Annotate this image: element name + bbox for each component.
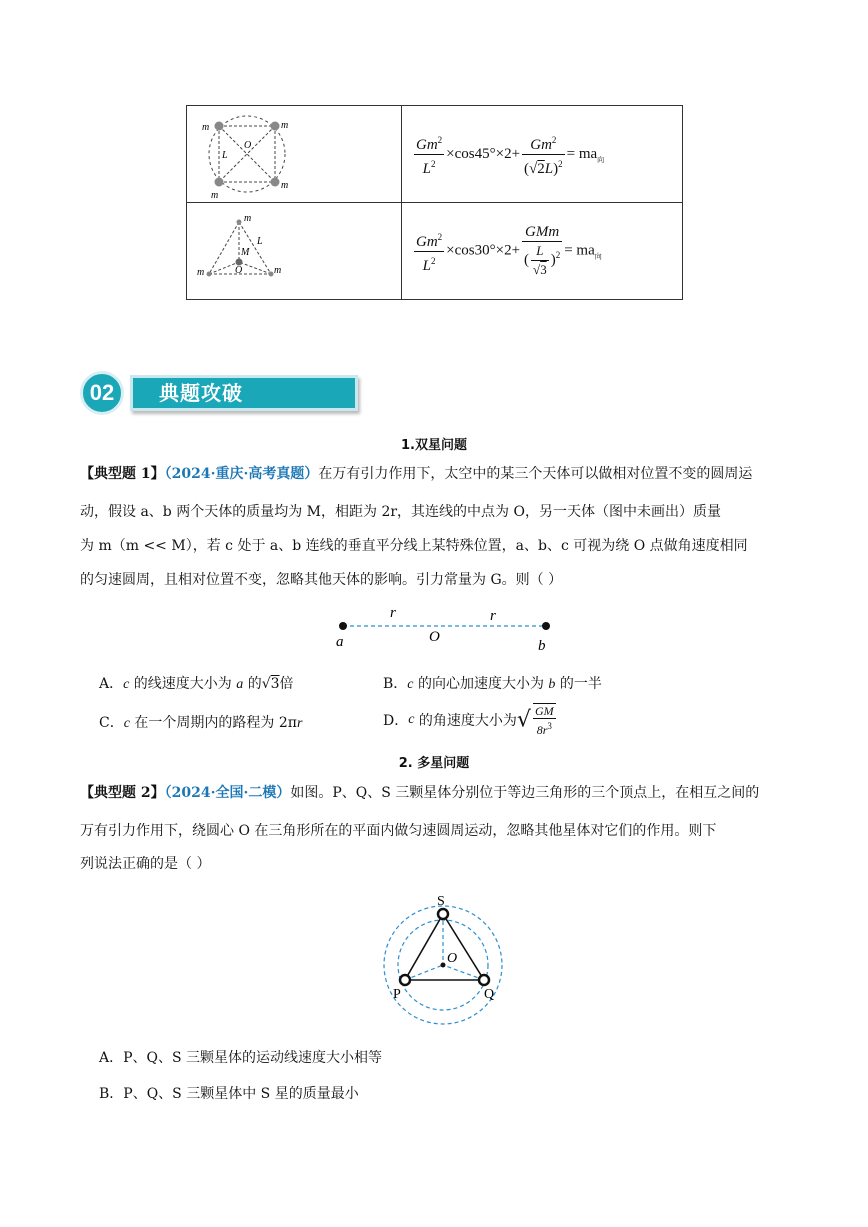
mass-label: m: [274, 265, 282, 276]
question-1-line: 动，假设 a、b 两个天体的质量均为 M，相距为 2r，其连线的中点为 O，另一天体（图中未画出）质量: [80, 504, 721, 520]
mass-label: m: [211, 190, 219, 198]
question-1-line: 【典型题 1】（2024·重庆·高考真题）在万有引力作用下，太空中的某三个天体可以做相对位置不变的圆周运: [80, 466, 753, 482]
question-2: 【典型题 2】（2024·全国·二模）如图。P、Q、S 三颗星体分别位于等边三角形的三个顶点上，在相互之间的: [80, 785, 760, 801]
question-2-line: 列说法正确的是（ ）: [80, 856, 211, 872]
mass-label: m: [281, 180, 289, 191]
option-B[interactable]: B．c 的向心加速度大小为 b 的一半: [383, 676, 602, 692]
option-D[interactable]: D．c 的角速度大小为√ $\frac{GM}{8r^3}$: [383, 704, 554, 737]
square-formula: $\frac{Gm^2}{L^2}$ ×cos45°×2+ $\frac{Gm^2}{(√2L)^2}$ = $ma_向$: [402, 131, 682, 178]
distance-label: r: [390, 605, 396, 621]
binary-star-diagram: [330, 600, 560, 655]
triangle-formula: $\frac{Gm^2}{L^2}$ ×cos30°×2+ GMm ( $\frac{L}{√3}$ )$^2$ = $ma_向$: [416, 224, 602, 277]
section-title: 典题攻破: [130, 375, 358, 411]
center-mass-label: M: [241, 247, 250, 258]
question-1-line: 为 m（m << M），若 c 处于 a、b 连线的垂直平分线上某特殊位置，a、b、c 可视为绕 O 点做角速度相同: [80, 538, 748, 554]
point-O-label: O: [429, 629, 440, 645]
subheading-binary-star: 1.双星问题: [401, 438, 467, 453]
mass-label: m: [244, 213, 252, 224]
center-O-label: O: [447, 951, 458, 966]
triangle-star-diagram-cell: [187, 203, 402, 300]
mass-label: m: [197, 267, 205, 278]
point-a-label: a: [336, 634, 344, 650]
triangle-formula-cell: [402, 203, 683, 300]
option-A[interactable]: A．P、Q、S 三颗星体的运动线速度大小相等: [99, 1050, 383, 1066]
mass-label: m: [202, 122, 210, 133]
question-2-line: 万有引力作用下，绕圆心 O 在三角形所在的平面内做匀速圆周运动，忽略其他星体对它们的作用。则下: [80, 823, 717, 839]
star-Q-label: Q: [484, 987, 495, 1002]
triangle-star-diagram: [187, 203, 401, 295]
option-B[interactable]: B．P、Q、S 三颗星体中 S 星的质量最小: [99, 1086, 359, 1102]
triple-star-diagram: [380, 888, 510, 1038]
distance-label: r: [490, 608, 496, 624]
section-number: 02: [80, 371, 124, 415]
square-formula-cell: [402, 106, 683, 203]
point-b-label: b: [538, 638, 546, 654]
question-1: [80, 464, 795, 484]
option-C[interactable]: C．c 在一个周期内的路程为 2πr: [99, 715, 303, 731]
subheading-multi-star: 2. 多星问题: [398, 756, 470, 771]
star-S-label: S: [437, 894, 445, 909]
option-A[interactable]: A．c 的线速度大小为 a 的√3倍: [99, 676, 294, 692]
question-1-line: 的匀速圆周，且相对位置不变，忽略其他天体的影响。引力常量为 G。则（ ）: [80, 572, 563, 588]
mass-label: m: [281, 120, 289, 131]
length-label: L: [222, 150, 228, 161]
center-label: O: [235, 265, 243, 276]
center-label: O: [244, 140, 252, 151]
square-four-star-diagram-cell: [187, 106, 402, 203]
section-badge: [80, 371, 280, 417]
formula-table: [186, 105, 683, 300]
star-P-label: P: [393, 987, 401, 1002]
square-four-star-diagram: [187, 106, 401, 198]
length-label: L: [257, 236, 263, 247]
